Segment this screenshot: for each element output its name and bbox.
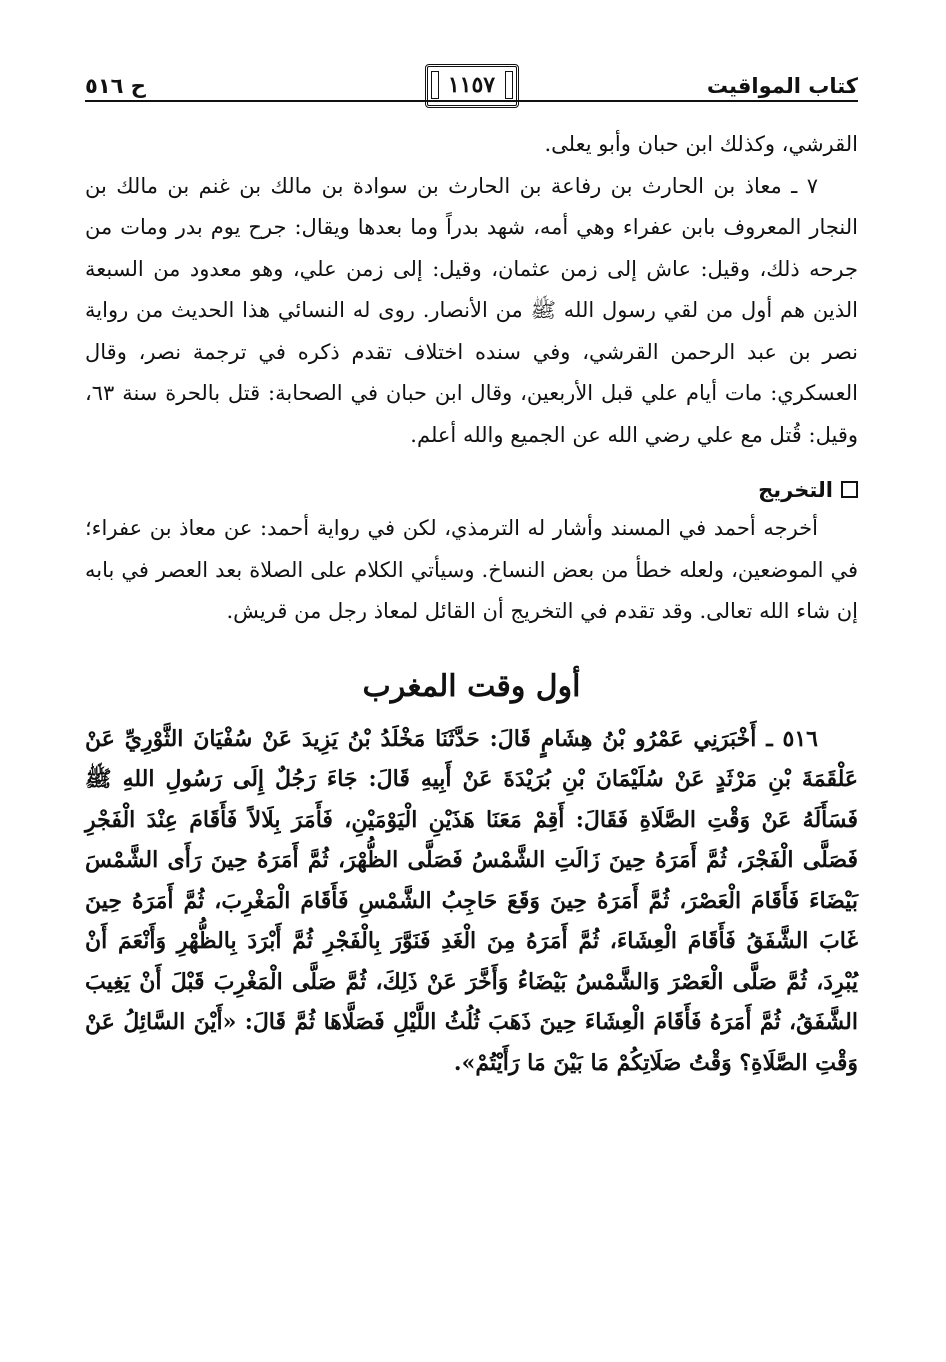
takhrij-heading-label: التخريج — [758, 478, 833, 502]
narrator-biography: ٧ ـ معاذ بن الحارث بن رفاعة بن الحارث بن سوادة بن مالك بن غنم بن مالك بن النجار المعروف بابن عفراء وهي أمه، شهد بدراً وما بعدها ويقال: جرح يوم بدر ومات من جرحه ذلك، وقيل: عاش إلى زمن عثمان، وقيل: إلى زمن علي، وهو معدود من السبعة الذين هم أول من لقي رسول الله ﷺ من الأنصار. روى له النسائي هذا الحديث من رواية نصر بن عبد الرحمن القرشي، وفي سنده اختلاف تقدم ذكره في ترجمة نصر، وقال العسكري: مات أيام علي قبل الأربعين، وقال ابن حبان في الصحابة: قتل بالحرة سنة ٦٣، وقيل: قُتل مع علي رضي الله عن الجميع والله أعلم. — [85, 173, 858, 447]
page-header — [85, 64, 858, 104]
page-body — [85, 124, 858, 1083]
chapter-title: أول وقت المغرب — [362, 668, 581, 704]
commentary-paragraph: القرشي، وكذلك ابن حبان وأبو يعلى. — [544, 132, 858, 156]
header-divider — [85, 100, 858, 102]
checkbox-square-icon — [841, 481, 858, 498]
hadith-text: ٥١٦ ـ أَخْبَرَنِي عَمْرُو بْنُ هِشَامٍ قَالَ: حَدَّثَنَا مَخْلَدُ بْنُ يَزِيدَ عَنْ سُفْيَانَ الثَّوْرِيِّ عَنْ عَلْقَمَةَ بْنِ مَرْثَدٍ عَنْ سُلَيْمَانَ بْنِ بُرَيْدَةَ عَنْ أَبِيهِ قَالَ: جَاءَ رَجُلٌ إِلَى رَسُولِ اللهِ ﷺ فَسَأَلَهُ عَنْ وَقْتِ الصَّلَاةِ فَقَالَ: أَقِمْ مَعَنَا هَذَيْنِ الْيَوْمَيْنِ، فَأَمَرَ بِلَالاً فَأَقَامَ عِنْدَ الْفَجْرِ فَصَلَّى الْفَجْرَ، ثُمَّ أَمَرَهُ حِينَ زَالَتِ الشَّمْسُ فَصَلَّى الظُّهْرَ، ثُمَّ أَمَرَهُ حِينَ رَأَى الشَّمْسَ بَيْضَاءَ فَأَقَامَ الْعَصْرَ، ثُمَّ أَمَرَهُ حِينَ وَقَعَ حَاجِبُ الشَّمْسِ فَأَقَامَ الْمَغْرِبَ، ثُمَّ أَمَرَهُ حِينَ غَابَ الشَّفَقُ فَأَقَامَ الْعِشَاءَ، ثُمَّ أَمَرَهُ مِنَ الْغَدِ فَنَوَّرَ بِالْفَجْرِ ثُمَّ أَبْرَدَ بِالظُّهْرِ وَأَنْعَمَ أَنْ يُبْرِدَ، ثُمَّ صَلَّى الْعَصْرَ وَالشَّمْسُ بَيْضَاءُ وَأَخَّرَ عَنْ ذَلِكَ، ثُمَّ صَلَّى الْمَغْرِبَ قَبْلَ أَنْ يَغِيبَ الشَّفَقُ، ثُمَّ أَمَرَهُ فَأَقَامَ الْعِشَاءَ حِينَ ذَهَبَ ثُلُثُ اللَّيْلِ فَصَلَّاهَا ثُمَّ قَالَ: «أَيْنَ السَّائِلُ عَنْ وَقْتِ الصَّلَاةِ؟ وَقْتُ صَلَاتِكُمْ مَا بَيْنَ مَا رَأَيْتُمْ». — [85, 725, 859, 1076]
running-title: كتاب المواقيت — [706, 74, 858, 98]
takhrij-paragraph: أخرجه أحمد في المسند وأشار له الترمذي، لكن في رواية أحمد: عن معاذ بن عفراء؛ في الموضعين، ولعله خطأ من بعض النساخ. وسيأتي الكلام على الصلاة بعد العصر في بابه إن شاء الله تعالى. وقد تقدم في التخريج أن القائل لمعاذ رجل من قريش. — [85, 516, 858, 623]
page-number: ١١٥٧ — [425, 64, 519, 108]
takhrij-heading — [85, 472, 858, 508]
hadith-reference: ح ٥١٦ — [85, 74, 146, 98]
